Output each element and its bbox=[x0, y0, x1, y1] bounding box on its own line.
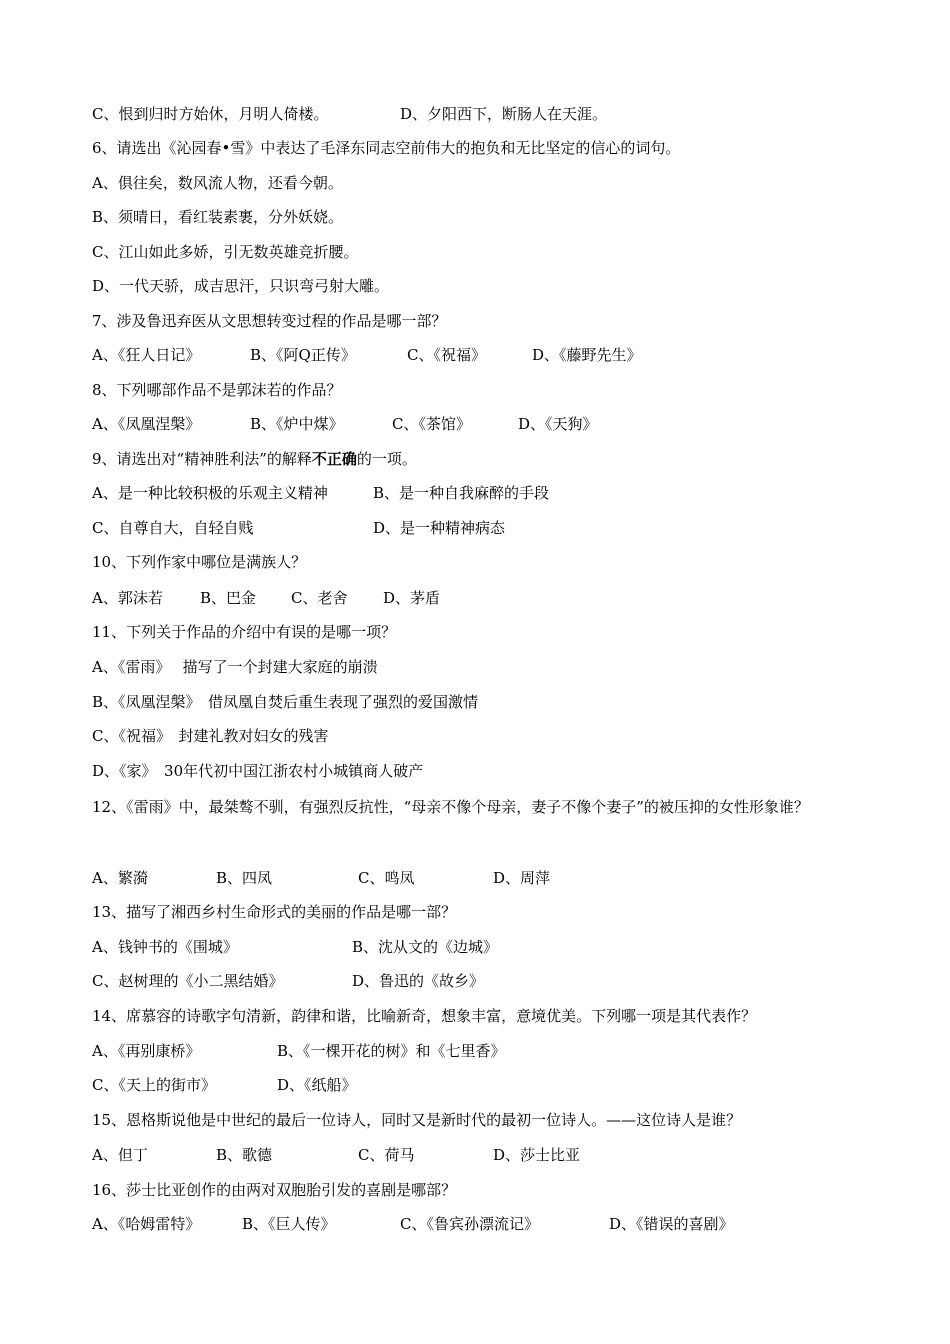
q16-stem: 16、莎士比亚创作的由两对双胞胎引发的喜剧是哪部？ bbox=[92, 1181, 457, 1199]
q16-options bbox=[92, 1212, 890, 1236]
q6-option-c: C、江山如此多娇，引无数英雄竞折腰。 bbox=[92, 243, 359, 261]
q12-stem: 12、《雷雨》中，最桀骜不驯，有强烈反抗性，“母亲不像个母亲，妻子不像个妻子”的被压抑的女性形象谁？ bbox=[92, 798, 809, 816]
q10-option-a: A、郭沫若 bbox=[92, 589, 163, 607]
q7-option-d: D、《藤野先生》 bbox=[532, 346, 642, 364]
q10-option-c: C、老舍 bbox=[291, 589, 348, 607]
q9-option-b: B、是一种自我麻醉的手段 bbox=[373, 484, 550, 502]
q12-option-c: C、鸣凤 bbox=[358, 869, 415, 887]
q11-option-d: D、《家》 30年代初中国江浙农村小城镇商人破产 bbox=[92, 762, 424, 780]
q11-option-b: B、《凤凰涅槃》 借凤凰自焚后重生表现了强烈的爱国激情 bbox=[92, 693, 479, 711]
q13-option-c: C、赵树理的《小二黑结婚》 bbox=[92, 972, 284, 990]
q11-stem: 11、下列关于作品的介绍中有误的是哪一项？ bbox=[92, 623, 397, 641]
q9-options-cd bbox=[92, 516, 890, 540]
q8-option-b: B、《炉中煤》 bbox=[250, 415, 344, 433]
q14-option-d: D、《纸船》 bbox=[277, 1076, 357, 1094]
q14-option-b: B、《一棵开花的树》和《七里香》 bbox=[277, 1042, 506, 1060]
q12-option-d: D、周萍 bbox=[493, 869, 551, 887]
q14-options-ab bbox=[92, 1039, 890, 1063]
q11-option-c: C、《祝福》 封建礼教对妇女的残害 bbox=[92, 727, 329, 745]
q9-stem-post: 的一项。 bbox=[356, 450, 417, 468]
q7-stem: 7、涉及鲁迅弃医从文思想转变过程的作品是哪一部？ bbox=[92, 312, 447, 330]
q7-option-a: A、《狂人日记》 bbox=[92, 346, 201, 364]
q5-option-d: D、夕阳西下，断肠人在天涯。 bbox=[400, 105, 608, 123]
q7-option-b: B、《阿Q正传》 bbox=[250, 346, 356, 364]
q8-option-a: A、《凤凰涅槃》 bbox=[92, 415, 201, 433]
q5-option-c: C、恨到归时方始休，月明人倚楼。 bbox=[92, 105, 329, 123]
q9-stem-pre: 9、请选出对“精神胜利法”的解释 bbox=[92, 450, 312, 468]
q10-option-d: D、茅盾 bbox=[383, 589, 441, 607]
q6-option-d: D、一代天骄，成吉思汗，只识弯弓射大雕。 bbox=[92, 277, 390, 295]
q15-option-c: C、荷马 bbox=[358, 1146, 415, 1164]
q14-option-c: C、《天上的街市》 bbox=[92, 1076, 216, 1094]
q16-option-b: B、《巨人传》 bbox=[242, 1215, 336, 1233]
q9-option-c: C、自尊自大，自轻自贱 bbox=[92, 519, 254, 537]
q8-stem: 8、下列哪部作品不是郭沫若的作品？ bbox=[92, 381, 342, 399]
q9-option-d: D、是一种精神病态 bbox=[373, 519, 506, 537]
q8-option-c: C、《茶馆》 bbox=[392, 415, 471, 433]
q14-stem: 14、席慕容的诗歌字句清新，韵律和谐，比喻新奇，想象丰富，意境优美。下列哪一项是其代表作？ bbox=[92, 1007, 757, 1025]
q15-options bbox=[92, 1143, 890, 1167]
q12-options bbox=[92, 866, 890, 890]
q13-stem: 13、描写了湘西乡村生命形式的美丽的作品是哪一部？ bbox=[92, 903, 457, 921]
q9-stem-emphasis: 不正确 bbox=[311, 450, 357, 468]
q15-stem: 15、恩格斯说他是中世纪的最后一位诗人，同时又是新时代的最初一位诗人。——这位诗人是谁？ bbox=[92, 1111, 742, 1129]
q15-option-d: D、莎士比亚 bbox=[493, 1146, 581, 1164]
q9-option-a: A、是一种比较积极的乐观主义精神 bbox=[92, 484, 328, 502]
q13-option-a: A、钱钟书的《围城》 bbox=[92, 938, 238, 956]
q9-stem bbox=[92, 447, 890, 471]
q11-option-a: A、《雷雨》 描写了一个封建大家庭的崩溃 bbox=[92, 658, 378, 676]
q8-option-d: D、《天狗》 bbox=[518, 415, 598, 433]
q12-option-a: A、繁漪 bbox=[92, 869, 148, 887]
q13-option-b: B、沈从文的《边城》 bbox=[352, 938, 499, 956]
q5-options-cd bbox=[92, 102, 890, 126]
q10-stem: 10、下列作家中哪位是满族人？ bbox=[92, 553, 307, 571]
q13-option-d: D、鲁迅的《故乡》 bbox=[352, 972, 485, 990]
q12-option-b: B、四凤 bbox=[216, 869, 273, 887]
q13-options-cd bbox=[92, 969, 890, 993]
q16-option-d: D、《错误的喜剧》 bbox=[609, 1215, 734, 1233]
q9-options-ab bbox=[92, 481, 890, 505]
q13-options-ab bbox=[92, 935, 890, 959]
q6-option-b: B、须晴日，看红装素裹，分外妖娆。 bbox=[92, 208, 344, 226]
q8-options bbox=[92, 412, 890, 436]
q15-option-a: A、但丁 bbox=[92, 1146, 148, 1164]
q6-option-a: A、俱往矣，数风流人物，还看今朝。 bbox=[92, 174, 343, 192]
q14-options-cd bbox=[92, 1073, 890, 1097]
q10-option-b: B、巴金 bbox=[200, 589, 257, 607]
q16-option-c: C、《鲁宾孙漂流记》 bbox=[400, 1215, 539, 1233]
q6-stem: 6、请选出《沁园春•雪》中表达了毛泽东同志空前伟大的抱负和无比坚定的信心的词句。 bbox=[92, 139, 681, 157]
q15-option-b: B、歌德 bbox=[216, 1146, 273, 1164]
q7-options bbox=[92, 343, 890, 367]
q14-option-a: A、《再别康桥》 bbox=[92, 1042, 201, 1060]
q7-option-c: C、《祝福》 bbox=[407, 346, 486, 364]
q16-option-a: A、《哈姆雷特》 bbox=[92, 1215, 201, 1233]
q10-options bbox=[92, 586, 890, 610]
